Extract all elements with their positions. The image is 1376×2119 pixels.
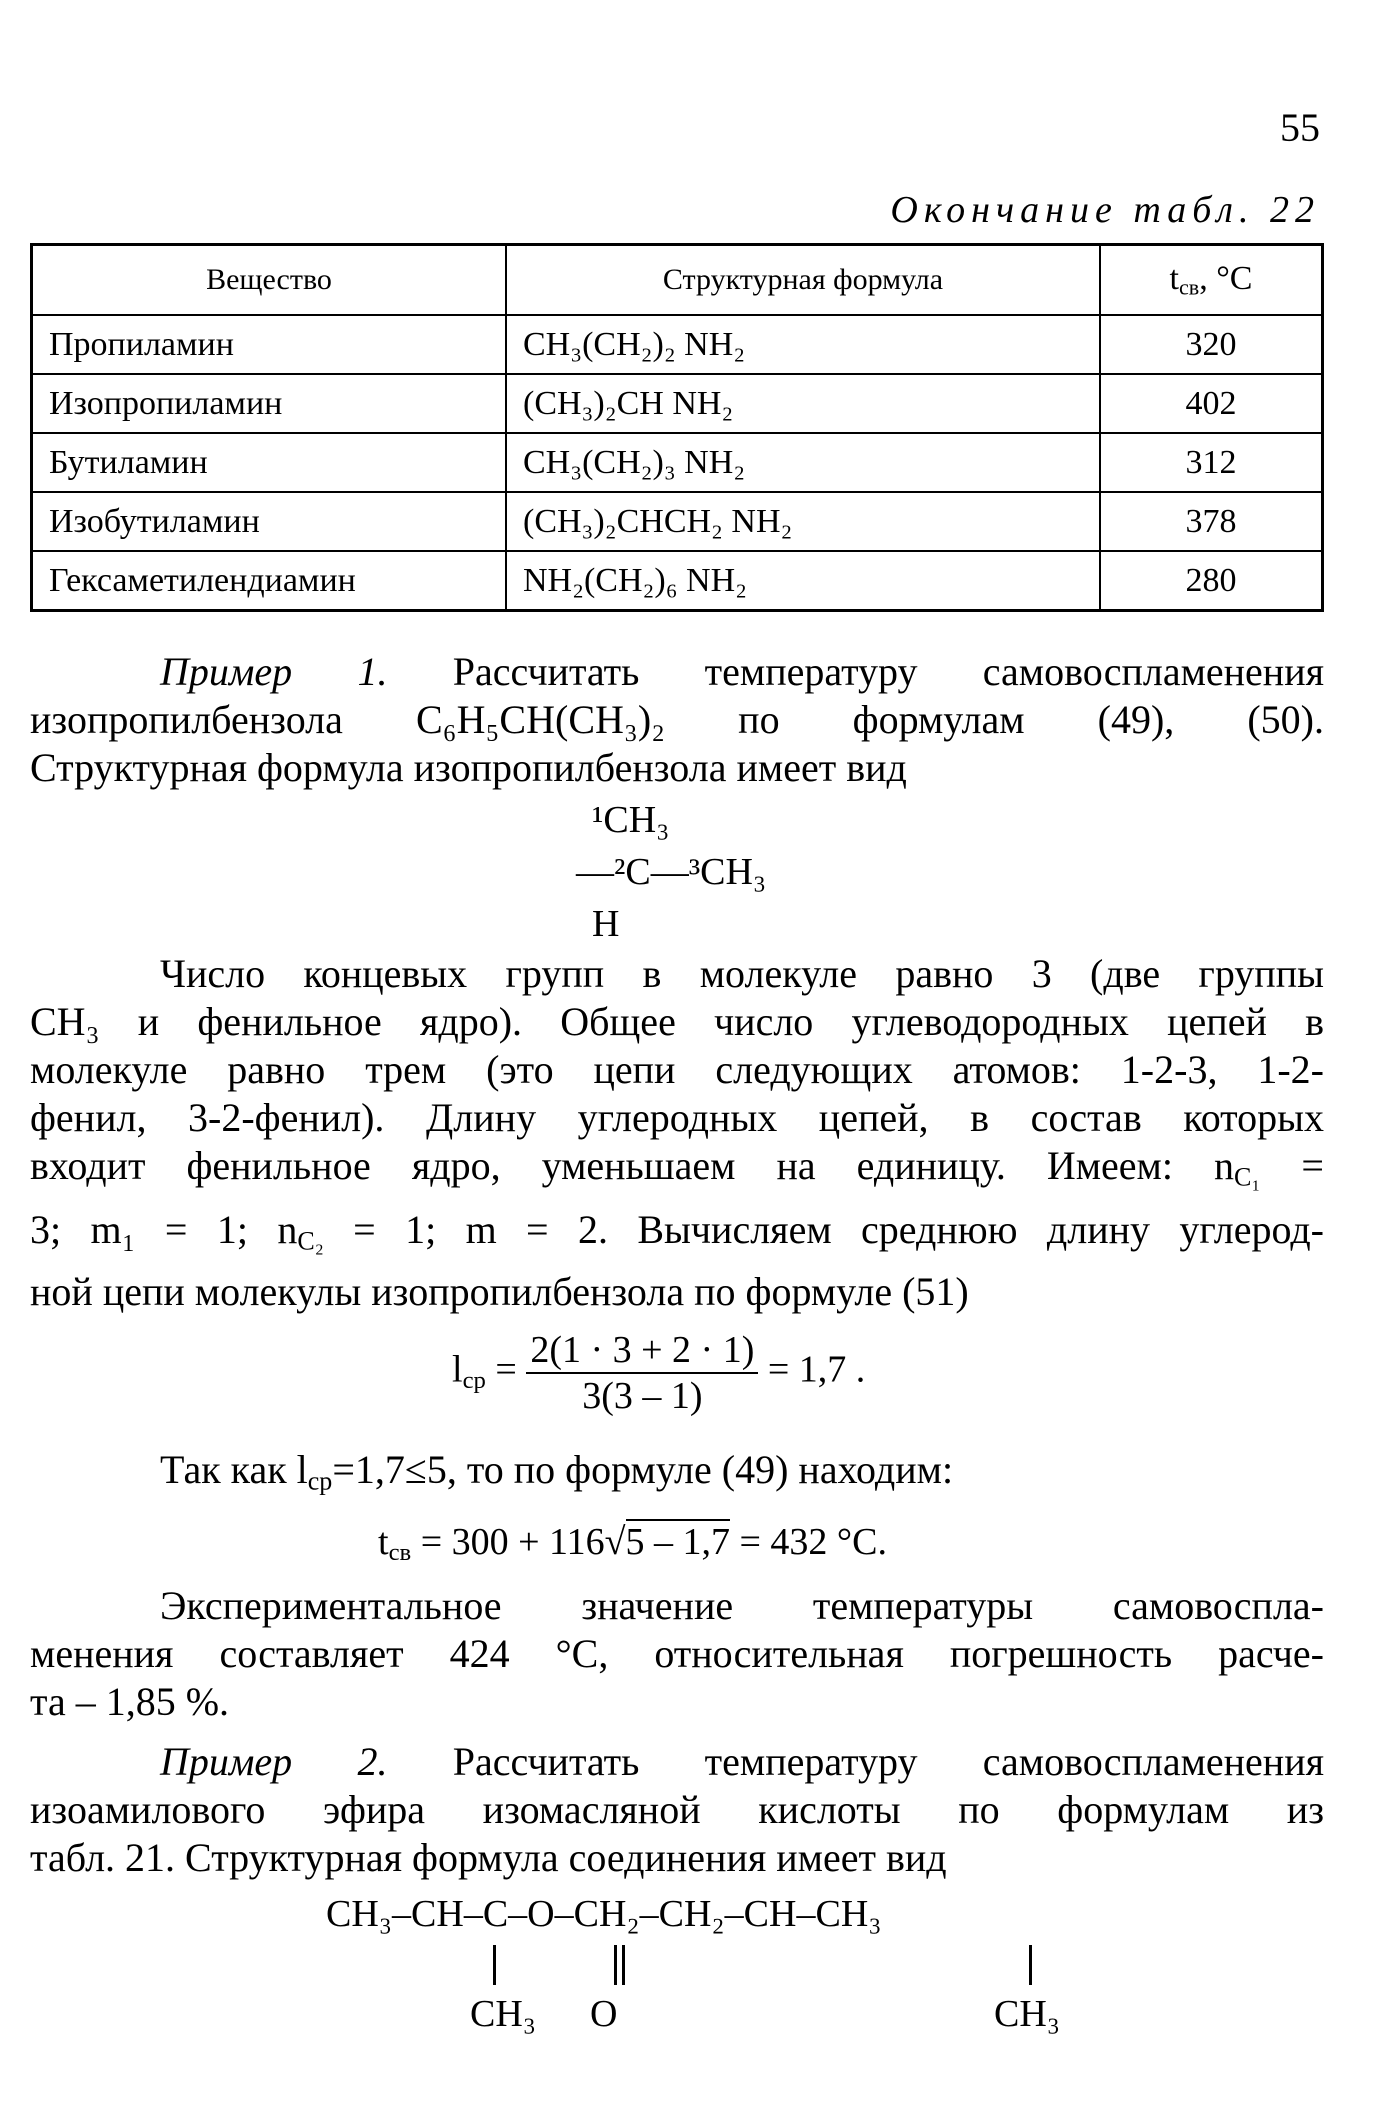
example2-label: Пример 2. bbox=[160, 1739, 388, 1784]
sqrt-radicand: 5 – 1,7 bbox=[625, 1521, 730, 1563]
table-row bbox=[32, 315, 1323, 374]
table-row bbox=[32, 551, 1323, 611]
header-substance: Вещество bbox=[32, 245, 507, 316]
cell-name: Изобутиламин bbox=[32, 492, 507, 551]
table-row bbox=[32, 374, 1323, 433]
example1-line2: изопропилбензола C₆H₅CH(CH₃)₂ по формулам (49), (50). bbox=[30, 697, 1324, 742]
table-row bbox=[32, 433, 1323, 492]
para2-line1: Число концевых групп в молекуле равно 3 (две группы bbox=[160, 951, 1324, 996]
cell-formula: (CH₃)₂CH NH₂ bbox=[506, 374, 1100, 433]
data-table bbox=[30, 243, 1324, 612]
para2-line2: CH₃ и фенильное ядро). Общее число углеводородных цепей в bbox=[30, 999, 1324, 1044]
structure2-ch3-right: CH₃ bbox=[994, 1993, 1061, 2035]
para4-line3: та – 1,85 %. bbox=[30, 1679, 230, 1724]
cell-temperature: 378 bbox=[1100, 492, 1323, 551]
page-number: 55 bbox=[1280, 105, 1320, 150]
cell-formula: NH₂(CH₂)₆ NH₂ bbox=[506, 551, 1100, 611]
para3: Так как $l_{ср}=1,7\le 5$, то по формуле (49) находим: bbox=[160, 1447, 954, 1496]
fraction: $\frac{2(1 \cdot 3 + 2 \cdot 1)}{3(3 - 1)}$ bbox=[526, 1328, 758, 1418]
structure1-line1: ¹CH₃ bbox=[592, 799, 670, 841]
para2-line3: молекуле равно трем (это цепи следующих атомов: 1-2-3, 1-2- bbox=[30, 1047, 1324, 1092]
example2-line1: Пример 2. Рассчитать температуру самовоспламенения bbox=[160, 1739, 1325, 1784]
header-temperature: $t_{св}$, °C bbox=[1100, 245, 1323, 316]
table-caption: Окончание табл. 22 bbox=[890, 189, 1320, 231]
bond-single-right bbox=[1029, 1945, 1032, 1985]
bond-double-left bbox=[614, 1945, 617, 1985]
bond-double-right bbox=[622, 1945, 625, 1985]
example1-label: Пример 1. bbox=[160, 649, 388, 694]
structure1-line2: —²C—³CH₃ bbox=[576, 851, 767, 893]
structure2-oxygen: O bbox=[590, 1993, 618, 2035]
cell-temperature: 402 bbox=[1100, 374, 1323, 433]
example2-line3: табл. 21. Структурная формула соединения имеет вид bbox=[30, 1835, 947, 1880]
structure2-ch3-left: CH₃ bbox=[470, 1993, 537, 2035]
cell-temperature: 320 bbox=[1100, 315, 1323, 374]
cell-formula: CH₃(CH₂)₃ NH₂ bbox=[506, 433, 1100, 492]
example1-line3: Структурная формула изопропилбензола имеет вид bbox=[30, 745, 907, 790]
structure1-line3: H bbox=[592, 903, 620, 945]
para4-line2: менения составляет 424 °C, относительная погрешность расче- bbox=[30, 1631, 1324, 1676]
cell-formula: (CH₃)₂CHCH₂ NH₂ bbox=[506, 492, 1100, 551]
cell-name: Гексаметилендиамин bbox=[32, 551, 507, 611]
para2-line4: фенил, 3-2-фенил). Длину углеродных цепей, в состав которых bbox=[30, 1095, 1324, 1140]
table-header-row bbox=[32, 245, 1323, 316]
formula-tsv: $t_{св} = 300 + 116√5 - 1,7 = 432$ °C. bbox=[378, 1521, 887, 1567]
sqrt-sign: √ bbox=[604, 1521, 626, 1563]
para2-line5: входит фенильное ядро, уменьшаем на единицу. Имеем: $n_{C_1}$ = bbox=[30, 1143, 1324, 1192]
para2-line6: 3; m₁ = 1; $n_{C_2} = 1$; m = 2. Вычисляем среднюю длину углерод- bbox=[30, 1207, 1325, 1256]
cell-name: Бутиламин bbox=[32, 433, 507, 492]
structure2-chain: CH₃–CH–C–O–CH₂–CH₂–CH–CH₃ bbox=[326, 1893, 882, 1935]
formula-lcp: $l_{ср}$ = $\frac{2(1 \cdot 3 + 2 \cdot 1)}{3(3 - 1)}$ = 1,7 . bbox=[452, 1329, 866, 1417]
example2-line2: изоамилового эфира изомасляной кислоты по формулам из bbox=[30, 1787, 1324, 1832]
example1-line1: Пример 1. Рассчитать температуру самовоспламенения bbox=[160, 649, 1325, 694]
para2-line7: ной цепи молекулы изопропилбензола по формуле (51) bbox=[30, 1269, 969, 1314]
cell-name: Пропиламин bbox=[32, 315, 507, 374]
cell-temperature: 312 bbox=[1100, 433, 1323, 492]
cell-temperature: 280 bbox=[1100, 551, 1323, 611]
cell-formula: CH₃(CH₂)₂ NH₂ bbox=[506, 315, 1100, 374]
para4-line1: Экспериментальное значение температуры самовоспла- bbox=[160, 1583, 1324, 1628]
header-formula: Структурная формула bbox=[506, 245, 1100, 316]
table-row bbox=[32, 492, 1323, 551]
cell-name: Изопропиламин bbox=[32, 374, 507, 433]
bond-single-left bbox=[493, 1945, 496, 1985]
